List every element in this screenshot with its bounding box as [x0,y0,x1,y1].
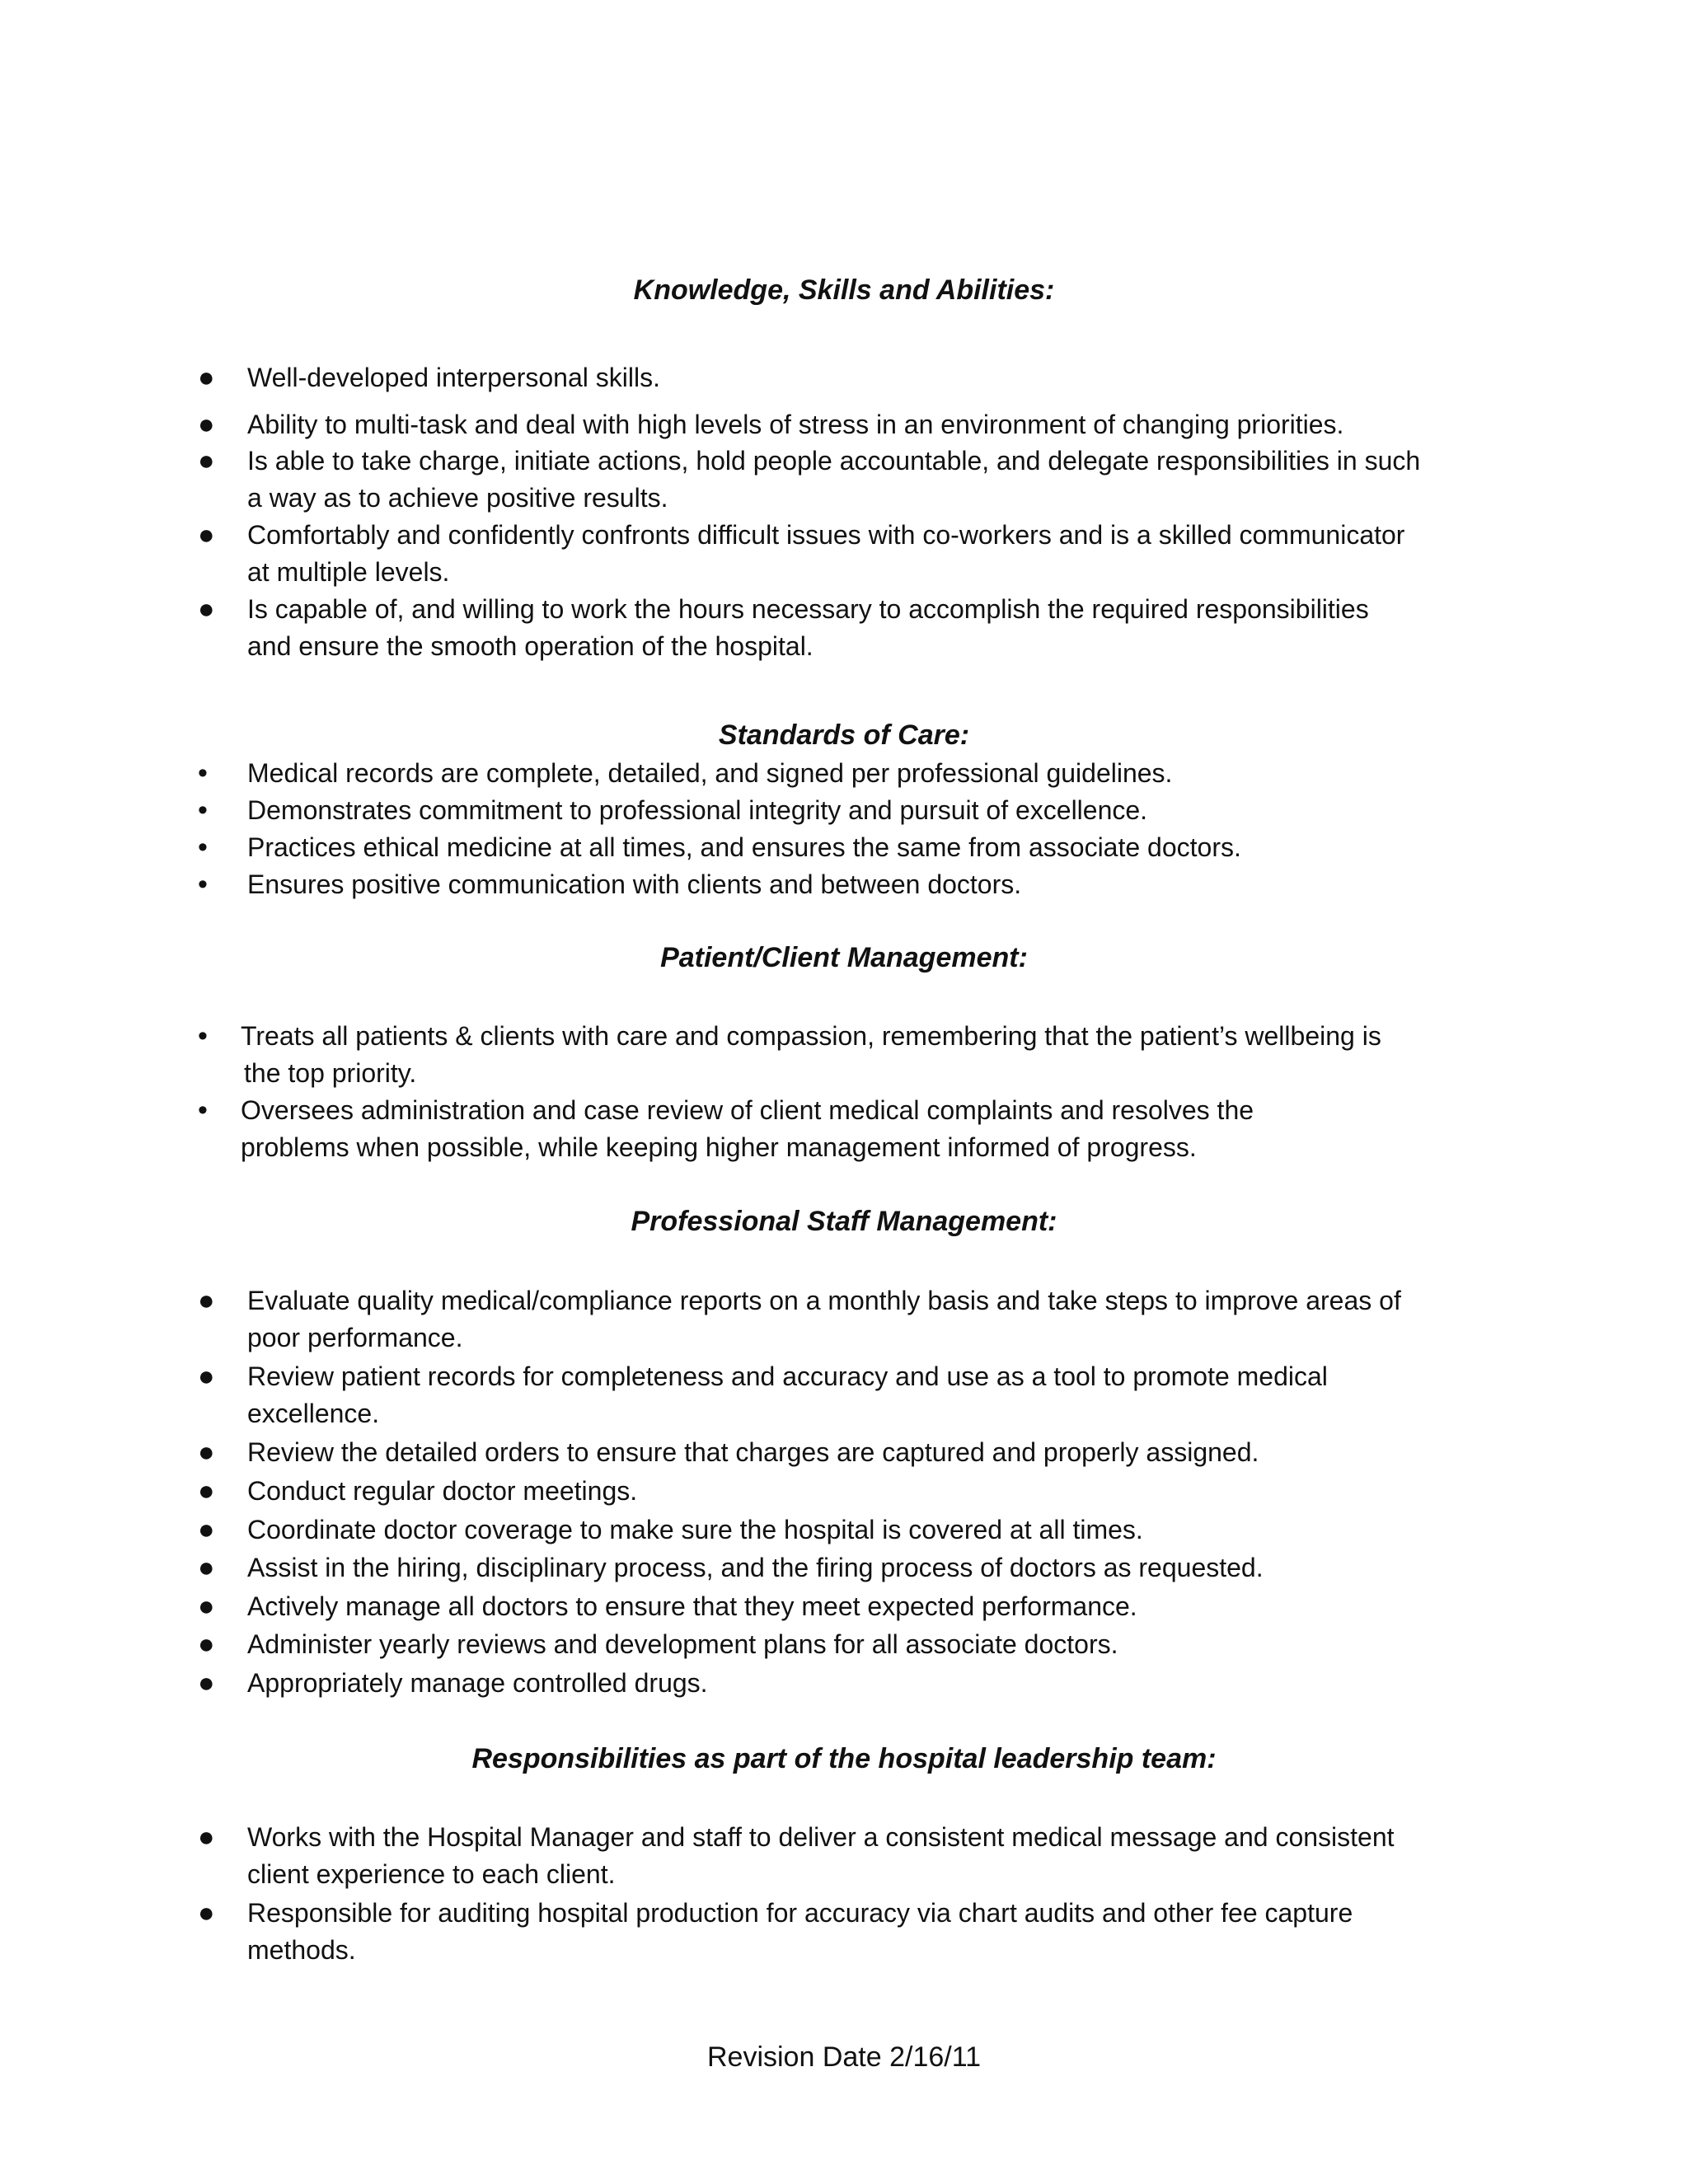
list-item: Well-developed interpersonal skills. [247,363,660,392]
bullet-icon: ● [198,519,215,551]
list-item: Actively manage all doctors to ensure that they meet expected performance. [247,1591,1137,1621]
bullet-icon: ● [198,1514,215,1545]
list-item: Oversees administration and case review of client medical complaints and resolves the problems when possible, while keeping higher management informed of progress. [241,1095,1254,1162]
bullet-icon: ● [198,445,215,476]
list-item: Review the detailed orders to ensure that charges are captured and properly assigned. [247,1437,1259,1467]
bullet-icon: ● [198,1821,215,1853]
bullet-icon: ● [198,1285,215,1316]
bullet-icon: • [198,794,208,826]
section-heading-leadership: Responsibilities as part of the hospital leadership team: [471,1743,1217,1774]
list-item: Appropriately manage controlled drugs. [247,1668,708,1698]
list-item: Evaluate quality medical/compliance reports on a monthly basis and take steps to improve areas of poor performance. [247,1286,1401,1352]
list-item: Responsible for auditing hospital production for accuracy via chart audits and other fee capture methods. [247,1898,1353,1965]
bullet-icon: • [198,1020,208,1052]
bullet-icon: • [198,757,208,789]
bullet-icon: ● [198,1667,215,1699]
bullet-icon: ● [198,1552,215,1583]
list-item: Conduct regular doctor meetings. [247,1476,638,1506]
list-item: Ensures positive communication with clients and between doctors. [247,869,1022,899]
section-heading-knowledge: Knowledge, Skills and Abilities: [633,274,1055,306]
bullet-icon: ● [198,1591,215,1622]
list-item: Coordinate doctor coverage to make sure the hospital is covered at all times. [247,1515,1143,1544]
bullet-icon: ● [198,1436,215,1468]
list-item: Comfortably and confidently confronts difficult issues with co-workers and is a skilled communicator at multiple levels. [247,520,1405,587]
list-item: Assist in the hiring, disciplinary process, and the firing process of doctors as requested. [247,1553,1264,1582]
bullet-icon: ● [198,1361,215,1392]
list-item: Practices ethical medicine at all times, and ensures the same from associate doctors. [247,832,1241,862]
section-heading-professional-staff: Professional Staff Management: [631,1206,1057,1237]
list-item: Administer yearly reviews and development plans for all associate doctors. [247,1629,1118,1659]
list-item: Demonstrates commitment to professional integrity and pursuit of excellence. [247,795,1148,825]
bullet-icon: • [198,832,208,863]
list-item: Is able to take charge, initiate actions, hold people accountable, and delegate responsibilities in such a way as to achieve positive results. [247,446,1421,513]
list-item: Review patient records for completeness and accuracy and use as a tool to promote medical excellence. [247,1361,1328,1428]
bullet-icon: ● [198,1897,215,1929]
list-item: Works with the Hospital Manager and staff to deliver a consistent medical message and consistent client experience to each client. [247,1822,1395,1889]
list-item: Ability to multi-task and deal with high levels of stress in an environment of changing priorities. [247,410,1344,439]
bullet-icon: ● [198,593,215,625]
bullet-icon: • [198,1094,208,1126]
list-item: Medical records are complete, detailed, and signed per professional guidelines. [247,758,1173,788]
bullet-icon: ● [198,1475,215,1507]
bullet-icon: ● [198,409,215,440]
section-heading-standards: Standards of Care: [718,719,970,751]
bullet-icon: ● [198,1629,215,1660]
bullet-icon: • [198,869,208,900]
list-item: Is capable of, and willing to work the hours necessary to accomplish the required responsibilities and ensure the smooth operation of the hospital. [247,594,1369,661]
revision-date: Revision Date 2/16/11 [706,2041,981,2073]
bullet-icon: ● [198,362,215,393]
list-item: Treats all patients & clients with care and compassion, remembering that the patient’s wellbeing is the top priority. [241,1021,1381,1088]
section-heading-patient-client: Patient/Client Management: [660,942,1028,973]
